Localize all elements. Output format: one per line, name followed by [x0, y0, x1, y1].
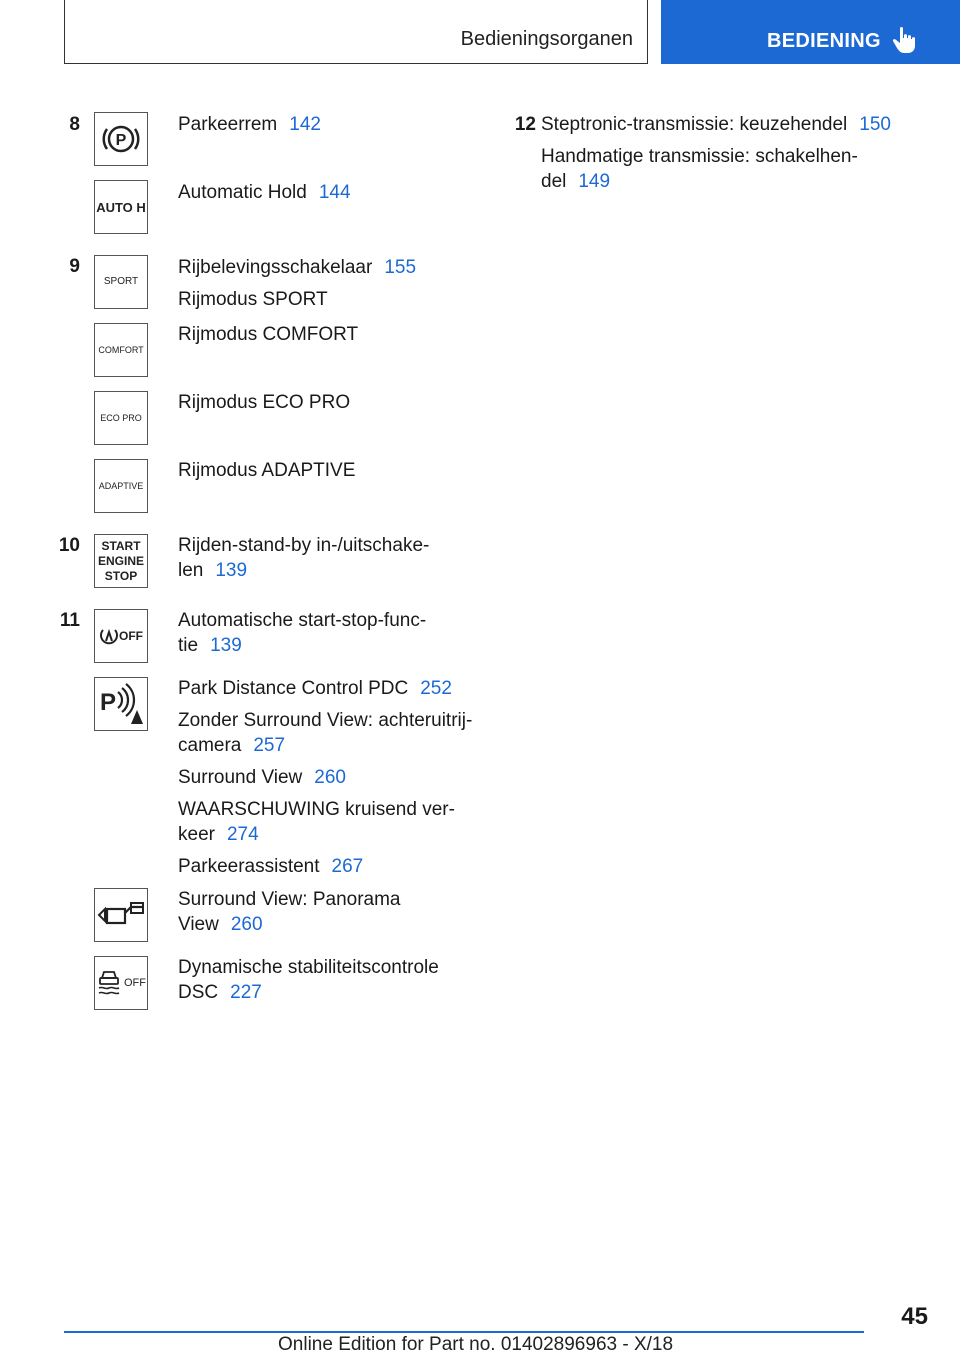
page-ref-link[interactable]: 260 [314, 767, 346, 788]
start-stop-engine-icon: START ENGINE STOP [94, 534, 148, 588]
list-item: Rijmodus ECO PRO [178, 392, 351, 413]
chapter-title: BEDIENING [767, 30, 881, 52]
list-item: Rijmodus ADAPTIVE [178, 460, 356, 481]
comfort-mode-icon: COMFORT [94, 323, 148, 377]
item-number: 9 [69, 256, 80, 277]
list-item: Automatic Hold 144 [178, 182, 351, 203]
page-ref-link[interactable]: 227 [230, 982, 262, 1003]
item-number: 10 [58, 535, 80, 556]
page-ref-link[interactable]: 267 [331, 856, 364, 877]
page-ref-link[interactable]: 155 [384, 257, 417, 278]
park-distance-control-icon [94, 677, 148, 731]
list-item: Rijmodus COMFORT [178, 324, 359, 345]
svg-text:P: P [100, 689, 117, 716]
svg-text:P: P [115, 132, 127, 149]
item-number: 11 [59, 610, 80, 631]
auto-hold-icon: AUTO H [94, 180, 148, 234]
list-item: Steptronic-transmissie: keuzehendel 150 Handmatige transmissie: schakelhen- del 149 [541, 114, 891, 192]
list-item: Parkeerrem 142 [178, 114, 321, 135]
item-number: 8 [69, 114, 80, 135]
edition-text: Online Edition for Part no. 01402896963 - X/18 [278, 1334, 674, 1355]
page-ref-link[interactable]: 252 [420, 678, 452, 699]
pointing-hand-icon [892, 26, 916, 59]
auto-start-stop-icon [99, 626, 119, 646]
sport-mode-icon: SPORT [94, 255, 148, 309]
list-item: Dynamische stabiliteitscontrole DSC 227 [178, 957, 439, 1003]
page-ref-link[interactable]: 142 [289, 114, 321, 135]
eco-pro-mode-icon: ECO PRO [94, 391, 148, 445]
skidding-car-icon [96, 966, 122, 1000]
auto-start-stop-off-icon: OFF [94, 609, 148, 663]
list-item: Park Distance Control PDC 252 Zonder Surround View: achteruitrij- camera 257 Surround View 260 WAARSCHUWING kruisend ver- keer 274 Parkeerassistent 267 [178, 678, 473, 877]
section-title: Bedieningsorganen [460, 28, 633, 50]
page-ref-link[interactable]: 139 [215, 560, 248, 581]
parking-brake-icon [94, 112, 148, 166]
surround-view-camera-icon [94, 888, 148, 942]
page-ref-link[interactable]: 150 [859, 114, 891, 135]
footer-divider [64, 1331, 864, 1333]
page-ref-link[interactable]: 257 [253, 735, 286, 756]
item-number: 12 [514, 114, 536, 135]
dsc-off-icon: OFF [94, 956, 148, 1010]
page-number: 45 [901, 1303, 928, 1330]
adaptive-mode-icon: ADAPTIVE [94, 459, 148, 513]
list-item: Surround View: Panorama View 260 [178, 889, 401, 935]
page-ref-link[interactable]: 139 [210, 635, 242, 656]
page-ref-link[interactable]: 274 [226, 824, 259, 845]
page-ref-link[interactable]: 260 [230, 914, 263, 935]
page-ref-link[interactable]: 144 [318, 182, 351, 203]
page-ref-link[interactable]: 149 [578, 171, 611, 192]
chapter-tab[interactable] [661, 0, 960, 64]
list-item: Rijbelevingsschakelaar 155 Rijmodus SPORT [178, 257, 417, 310]
list-item: Automatische start-stop-func- tie 139 [178, 610, 427, 656]
list-item: Rijden-stand-by in-/uitschake- len 139 [178, 535, 430, 581]
header-section-box [64, 0, 648, 64]
